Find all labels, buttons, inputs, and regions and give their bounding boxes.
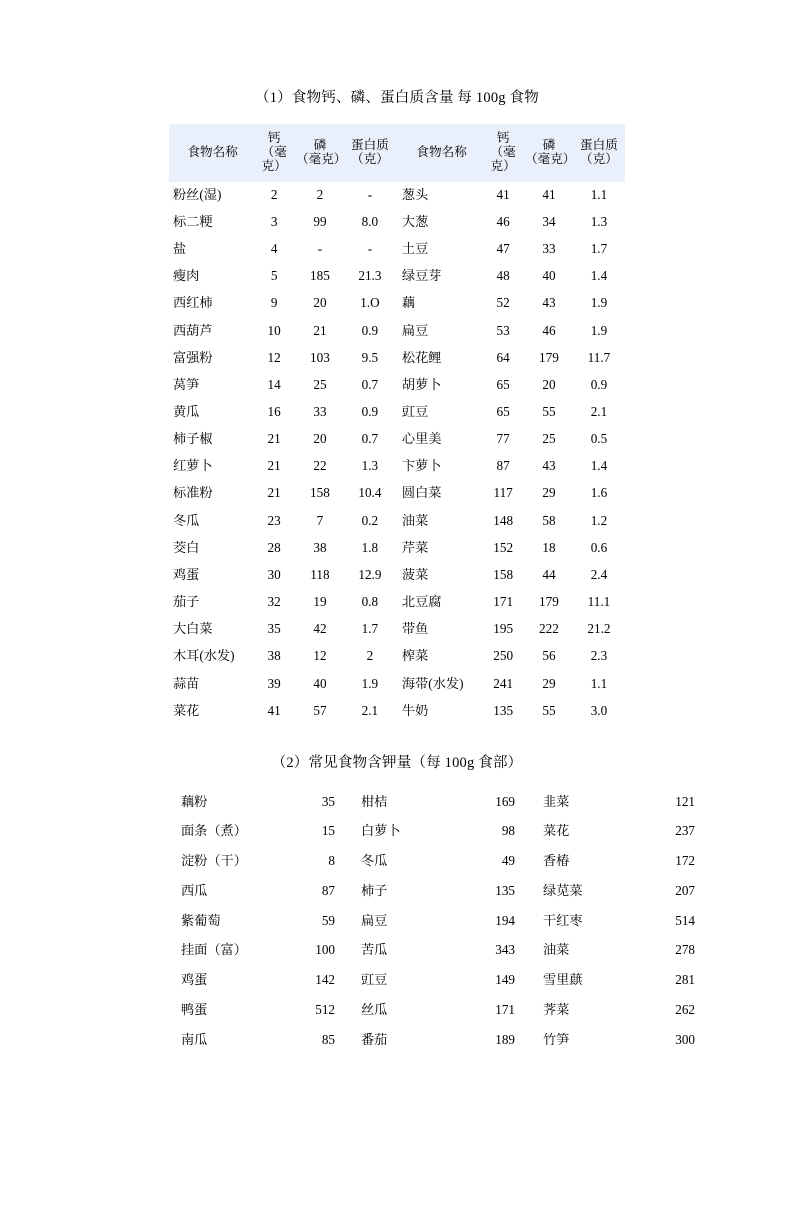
cell-food-name-col2: 扁豆 xyxy=(361,912,388,928)
cell-food-name-col3: 雪里蕻 xyxy=(543,972,583,988)
cell-food-name-right: 海带(水发) xyxy=(401,675,464,691)
cell-potassium-col1: 512 xyxy=(315,1001,335,1017)
cell-phosphorus-right: 44 xyxy=(542,566,556,582)
cell-phosphorus-right: 179 xyxy=(539,349,559,365)
col-header-unit: （毫克） xyxy=(490,145,516,174)
cell-food-name-right: 大葱 xyxy=(401,213,429,229)
cell-calcium-left: 28 xyxy=(267,539,281,555)
cell-food-name-right: 松花鲤 xyxy=(401,349,442,365)
cell-potassium-col3: 237 xyxy=(675,823,695,839)
col-header-food-name-right xyxy=(396,124,481,181)
cell-phosphorus-right: 46 xyxy=(542,322,556,338)
cell-protein-right: 1.7 xyxy=(590,241,608,257)
cell-calcium-left: 4 xyxy=(270,241,278,257)
cell-food-name-col2: 番茄 xyxy=(361,1031,388,1047)
cell-food-name-col3: 荠菜 xyxy=(543,1001,570,1017)
cell-potassium-col3: 300 xyxy=(675,1031,695,1047)
cell-phosphorus-left: 42 xyxy=(313,621,327,637)
cell-phosphorus-left: 103 xyxy=(310,349,330,365)
col-header-label: 食物名称 xyxy=(187,145,238,160)
cell-protein-left: 1.7 xyxy=(361,621,379,637)
cell-calcium-right: 64 xyxy=(496,349,510,365)
cell-calcium-left: 21 xyxy=(267,431,281,447)
potassium-table-wrap xyxy=(167,787,695,1055)
cell-protein-left: 0.2 xyxy=(361,512,379,528)
cell-phosphorus-right: 56 xyxy=(542,648,556,664)
cell-food-name-left: 瘦肉 xyxy=(173,268,200,284)
cell-calcium-right: 241 xyxy=(493,675,514,691)
cell-food-name-col3: 菜花 xyxy=(543,823,570,839)
cell-calcium-left: 32 xyxy=(267,594,281,610)
cell-protein-right: 21.2 xyxy=(587,621,611,637)
cell-food-name-left: 蒜苗 xyxy=(173,675,200,691)
cell-protein-right: 1.9 xyxy=(590,322,608,338)
cell-food-name-col2: 柿子 xyxy=(361,882,388,898)
cell-food-name-col1: 淀粉（干） xyxy=(181,853,247,869)
cell-calcium-right: 158 xyxy=(493,566,514,582)
cell-phosphorus-left: 20 xyxy=(313,295,327,311)
cell-phosphorus-right: 43 xyxy=(542,458,556,474)
table-row xyxy=(169,480,625,507)
table-row xyxy=(169,453,625,480)
table-row xyxy=(167,995,701,1025)
cell-protein-right: 2.1 xyxy=(590,404,608,420)
cell-calcium-right: 171 xyxy=(493,594,514,610)
table-row xyxy=(167,1025,701,1055)
col-header-label: 蛋白质 xyxy=(351,138,389,153)
col-header-unit: （毫克） xyxy=(525,152,576,167)
col-header-phosphorus-right xyxy=(525,124,576,181)
cell-calcium-left: 9 xyxy=(270,295,278,311)
cell-protein-right: 1.4 xyxy=(590,268,608,284)
cell-food-name-left: 富强粉 xyxy=(173,349,213,365)
cell-phosphorus-left: 12 xyxy=(313,648,327,664)
cell-calcium-right: 65 xyxy=(496,404,510,420)
col-header-unit: （毫克） xyxy=(296,152,347,167)
cell-potassium-col2: 135 xyxy=(495,882,515,898)
cell-potassium-col2: 194 xyxy=(495,912,515,928)
cell-protein-right: 11.7 xyxy=(587,349,611,365)
calcium-phosphorus-protein-table-wrap xyxy=(169,124,625,724)
cell-phosphorus-left: - xyxy=(317,241,323,257)
cell-food-name-right: 牛奶 xyxy=(401,702,429,718)
cell-phosphorus-right: 179 xyxy=(539,594,559,610)
cell-food-name-col3: 干红枣 xyxy=(543,912,583,928)
col-header-unit: （毫克） xyxy=(261,145,287,174)
col-header-label: 钙 xyxy=(267,131,281,146)
cell-protein-left: 1.3 xyxy=(361,458,379,474)
cell-phosphorus-left: 158 xyxy=(310,485,330,501)
table-body xyxy=(169,182,625,725)
cell-phosphorus-right: 29 xyxy=(542,675,556,691)
cell-food-name-col2: 豇豆 xyxy=(361,972,388,988)
cell-food-name-col1: 面条（煮） xyxy=(181,823,247,839)
col-header-calcium-left xyxy=(252,124,296,181)
cell-potassium-col1: 15 xyxy=(321,823,335,839)
cell-protein-left: 21.3 xyxy=(358,268,382,284)
cell-calcium-right: 52 xyxy=(496,295,510,311)
cell-food-name-col3: 竹笋 xyxy=(543,1031,570,1047)
cell-phosphorus-right: 58 xyxy=(542,512,556,528)
cell-food-name-left: 粉丝(湿) xyxy=(173,186,222,202)
cell-protein-left: 10.4 xyxy=(358,485,382,501)
cell-food-name-left: 红萝卜 xyxy=(173,458,213,474)
cell-food-name-col3: 绿苋菜 xyxy=(543,882,583,898)
cell-calcium-left: 41 xyxy=(267,702,281,718)
cell-phosphorus-left: 40 xyxy=(313,675,327,691)
col-header-label: 蛋白质 xyxy=(580,138,618,153)
cell-calcium-right: 48 xyxy=(496,268,510,284)
table-row xyxy=(169,616,625,643)
col-header-label: 磷 xyxy=(542,138,556,153)
cell-protein-left: 0.9 xyxy=(361,322,379,338)
cell-potassium-col1: 87 xyxy=(321,882,335,898)
table-row xyxy=(169,698,625,725)
cell-food-name-left: 西红柿 xyxy=(173,295,213,311)
col-header-protein-left xyxy=(344,124,396,181)
cell-calcium-left: 12 xyxy=(267,349,281,365)
cell-food-name-right: 带鱼 xyxy=(401,621,429,637)
cell-food-name-right: 土豆 xyxy=(401,241,429,257)
cell-food-name-left: 木耳(水发) xyxy=(173,648,235,664)
cell-food-name-left: 茭白 xyxy=(173,539,200,555)
cell-protein-left: 2.1 xyxy=(361,702,379,718)
cell-food-name-right: 胡萝卜 xyxy=(401,376,442,392)
cell-protein-right: 1.3 xyxy=(590,213,608,229)
calcium-phosphorus-protein-table xyxy=(169,124,625,724)
cell-calcium-left: 10 xyxy=(267,322,281,338)
cell-protein-right: 1.6 xyxy=(590,485,608,501)
document-page xyxy=(0,88,794,1211)
cell-calcium-left: 21 xyxy=(267,458,281,474)
cell-potassium-col3: 514 xyxy=(675,912,695,928)
cell-phosphorus-left: 21 xyxy=(313,322,327,338)
cell-food-name-left: 莴笋 xyxy=(173,376,200,392)
cell-protein-left: 12.9 xyxy=(358,566,382,582)
cell-protein-right: 0.5 xyxy=(590,431,608,447)
table-header xyxy=(169,124,625,181)
cell-calcium-right: 77 xyxy=(496,431,510,447)
cell-food-name-col2: 丝瓜 xyxy=(361,1001,388,1017)
cell-food-name-col2: 柑桔 xyxy=(361,793,388,809)
table-row xyxy=(167,936,701,966)
cell-phosphorus-left: 99 xyxy=(313,213,327,229)
cell-food-name-col1: 紫葡萄 xyxy=(181,912,221,928)
cell-phosphorus-left: 185 xyxy=(310,268,330,284)
table-row xyxy=(169,182,625,209)
cell-potassium-col3: 281 xyxy=(675,972,695,988)
cell-food-name-right: 藕 xyxy=(401,295,416,311)
cell-phosphorus-left: 57 xyxy=(313,702,327,718)
cell-calcium-left: 23 xyxy=(267,512,281,528)
cell-phosphorus-left: 19 xyxy=(313,594,327,610)
cell-phosphorus-right: 18 xyxy=(542,539,556,555)
cell-food-name-col2: 苦瓜 xyxy=(361,942,388,958)
cell-calcium-right: 250 xyxy=(493,648,514,664)
cell-calcium-right: 117 xyxy=(493,485,513,501)
table-row xyxy=(169,317,625,344)
table-row xyxy=(169,290,625,317)
cell-food-name-right: 北豆腐 xyxy=(401,594,442,610)
cell-protein-left: - xyxy=(367,186,373,202)
cell-phosphorus-right: 222 xyxy=(539,621,559,637)
cell-protein-right: 1.1 xyxy=(590,186,608,202)
cell-food-name-left: 菜花 xyxy=(173,702,200,718)
table-header-row xyxy=(169,124,625,181)
cell-food-name-left: 标二粳 xyxy=(173,213,213,229)
cell-food-name-left: 冬瓜 xyxy=(173,512,200,528)
cell-protein-right: 2.4 xyxy=(590,566,608,582)
cell-food-name-right: 油菜 xyxy=(401,512,429,528)
potassium-table xyxy=(167,787,701,1055)
cell-potassium-col2: 171 xyxy=(495,1001,515,1017)
cell-potassium-col3: 172 xyxy=(675,853,695,869)
col-header-unit: （克） xyxy=(580,152,618,167)
cell-protein-right: 1.1 xyxy=(590,675,608,691)
cell-food-name-right: 圆白菜 xyxy=(401,485,442,501)
cell-phosphorus-right: 25 xyxy=(542,431,556,447)
table-row xyxy=(167,906,701,936)
table-row xyxy=(167,787,701,817)
cell-food-name-col3: 韭菜 xyxy=(543,793,570,809)
cell-phosphorus-right: 55 xyxy=(542,702,556,718)
cell-potassium-col2: 189 xyxy=(495,1031,515,1047)
cell-phosphorus-right: 33 xyxy=(542,241,556,257)
col-header-phosphorus-left xyxy=(296,124,347,181)
cell-protein-left: 1.8 xyxy=(361,539,379,555)
table-row xyxy=(167,847,701,877)
cell-protein-left: 8.0 xyxy=(361,213,379,229)
cell-food-name-col1: 鸡蛋 xyxy=(181,972,208,988)
cell-food-name-col1: 鸭蛋 xyxy=(181,1001,208,1017)
cell-food-name-col1: 藕粉 xyxy=(181,793,208,809)
cell-calcium-left: 21 xyxy=(267,485,281,501)
cell-protein-left: 1.9 xyxy=(361,675,379,691)
cell-food-name-right: 心里美 xyxy=(401,431,442,447)
cell-calcium-right: 65 xyxy=(496,376,510,392)
cell-protein-left: 0.7 xyxy=(361,431,379,447)
cell-phosphorus-left: 25 xyxy=(313,376,327,392)
cell-protein-left: 9.5 xyxy=(361,349,379,365)
table-row xyxy=(167,966,701,996)
cell-food-name-left: 大白菜 xyxy=(173,621,213,637)
table-row xyxy=(169,670,625,697)
cell-protein-right: 1.2 xyxy=(590,512,608,528)
cell-potassium-col3: 121 xyxy=(675,793,695,809)
cell-phosphorus-right: 20 xyxy=(542,376,556,392)
cell-calcium-left: 30 xyxy=(267,566,281,582)
cell-calcium-right: 53 xyxy=(496,322,510,338)
cell-calcium-right: 46 xyxy=(496,213,510,229)
cell-food-name-left: 茄子 xyxy=(173,594,200,610)
cell-potassium-col1: 59 xyxy=(321,912,335,928)
cell-phosphorus-left: 33 xyxy=(313,404,327,420)
cell-calcium-left: 35 xyxy=(267,621,281,637)
table-row xyxy=(169,426,625,453)
cell-protein-right: 11.1 xyxy=(587,594,611,610)
cell-protein-right: 1.9 xyxy=(590,295,608,311)
cell-potassium-col2: 49 xyxy=(501,853,515,869)
cell-phosphorus-right: 29 xyxy=(542,485,556,501)
table-row xyxy=(169,507,625,534)
cell-calcium-right: 152 xyxy=(493,539,514,555)
table-row xyxy=(169,399,625,426)
cell-food-name-right: 扁豆 xyxy=(401,322,429,338)
cell-food-name-right: 卞萝卜 xyxy=(401,458,442,474)
cell-phosphorus-left: 38 xyxy=(313,539,327,555)
col-header-calcium-right xyxy=(481,124,525,181)
col-header-food-name-left xyxy=(169,124,252,181)
cell-phosphorus-left: 20 xyxy=(313,431,327,447)
cell-protein-right: 2.3 xyxy=(590,648,608,664)
cell-calcium-left: 39 xyxy=(267,675,281,691)
cell-protein-right: 0.6 xyxy=(590,539,608,555)
table-body xyxy=(167,787,701,1055)
cell-food-name-right: 榨菜 xyxy=(401,648,429,664)
cell-food-name-left: 标准粉 xyxy=(173,485,213,501)
cell-phosphorus-left: 2 xyxy=(316,186,324,202)
cell-potassium-col2: 169 xyxy=(495,793,515,809)
cell-potassium-col3: 207 xyxy=(675,882,695,898)
table-row xyxy=(167,876,701,906)
col-header-label: 食物名称 xyxy=(416,145,467,160)
col-header-protein-right xyxy=(573,124,625,181)
table-row xyxy=(169,263,625,290)
section-2-title: （2）常见食物含钾量（每 100g 食部） xyxy=(271,754,523,771)
cell-food-name-col1: 挂面（富） xyxy=(181,942,247,958)
cell-calcium-right: 41 xyxy=(496,186,510,202)
cell-calcium-left: 2 xyxy=(270,186,278,202)
cell-phosphorus-right: 41 xyxy=(542,186,556,202)
cell-protein-right: 0.9 xyxy=(590,376,608,392)
cell-food-name-right: 葱头 xyxy=(401,186,429,202)
cell-calcium-left: 38 xyxy=(267,648,281,664)
cell-protein-left: 0.7 xyxy=(361,376,379,392)
cell-calcium-left: 14 xyxy=(267,376,281,392)
table-row xyxy=(167,817,701,847)
cell-food-name-col1: 西瓜 xyxy=(181,882,208,898)
cell-phosphorus-left: 7 xyxy=(316,512,324,528)
cell-protein-left: 2 xyxy=(366,648,374,664)
cell-potassium-col1: 100 xyxy=(315,942,335,958)
cell-food-name-left: 柿子椒 xyxy=(173,431,213,447)
cell-calcium-right: 47 xyxy=(496,241,510,257)
cell-phosphorus-right: 34 xyxy=(542,213,556,229)
cell-calcium-left: 16 xyxy=(267,404,281,420)
col-header-label: 磷 xyxy=(313,138,327,153)
cell-food-name-left: 鸡蛋 xyxy=(173,566,200,582)
cell-calcium-right: 195 xyxy=(493,621,514,637)
cell-calcium-right: 148 xyxy=(493,512,514,528)
cell-calcium-right: 87 xyxy=(496,458,510,474)
cell-phosphorus-right: 40 xyxy=(542,268,556,284)
cell-potassium-col3: 278 xyxy=(675,942,695,958)
cell-potassium-col2: 149 xyxy=(495,972,515,988)
table-row xyxy=(169,643,625,670)
cell-protein-left: 0.8 xyxy=(361,594,379,610)
cell-potassium-col3: 262 xyxy=(675,1001,695,1017)
table-row xyxy=(169,562,625,589)
cell-phosphorus-left: 118 xyxy=(310,566,330,582)
table-row xyxy=(169,236,625,263)
cell-food-name-left: 西葫芦 xyxy=(173,322,213,338)
cell-protein-left: 0.9 xyxy=(361,404,379,420)
cell-food-name-col2: 冬瓜 xyxy=(361,853,388,869)
col-header-unit: （克） xyxy=(351,152,389,167)
table-row xyxy=(169,345,625,372)
cell-potassium-col1: 85 xyxy=(321,1031,335,1047)
cell-food-name-col1: 南瓜 xyxy=(181,1031,208,1047)
section-1-title: （1）食物钙、磷、蛋白质含量 每 100g 食物 xyxy=(255,90,539,106)
cell-calcium-right: 135 xyxy=(493,702,514,718)
cell-phosphorus-left: 22 xyxy=(313,458,327,474)
cell-potassium-col2: 343 xyxy=(495,942,515,958)
cell-potassium-col1: 8 xyxy=(328,853,335,869)
cell-food-name-right: 菠菜 xyxy=(401,566,429,582)
table-row xyxy=(169,209,625,236)
cell-food-name-col2: 白萝卜 xyxy=(361,823,401,839)
table-row xyxy=(169,372,625,399)
cell-protein-left: 1.O xyxy=(360,295,380,311)
table-row xyxy=(169,535,625,562)
cell-food-name-left: 黄瓜 xyxy=(173,404,200,420)
cell-food-name-left: 盐 xyxy=(173,241,187,257)
table-row xyxy=(169,589,625,616)
cell-food-name-col3: 油菜 xyxy=(543,942,570,958)
cell-calcium-left: 3 xyxy=(270,213,278,229)
cell-food-name-col3: 香椿 xyxy=(543,853,570,869)
cell-protein-right: 3.0 xyxy=(590,702,608,718)
col-header-label: 钙 xyxy=(496,131,510,146)
cell-food-name-right: 绿豆芽 xyxy=(401,268,442,284)
cell-potassium-col1: 142 xyxy=(315,972,335,988)
cell-potassium-col2: 98 xyxy=(501,823,515,839)
cell-food-name-right: 豇豆 xyxy=(401,404,429,420)
cell-calcium-left: 5 xyxy=(270,268,278,284)
cell-phosphorus-right: 55 xyxy=(542,404,556,420)
cell-protein-left: - xyxy=(367,241,373,257)
cell-phosphorus-right: 43 xyxy=(542,295,556,311)
cell-food-name-right: 芹菜 xyxy=(401,539,429,555)
cell-potassium-col1: 35 xyxy=(321,793,335,809)
cell-protein-right: 1.4 xyxy=(590,458,608,474)
